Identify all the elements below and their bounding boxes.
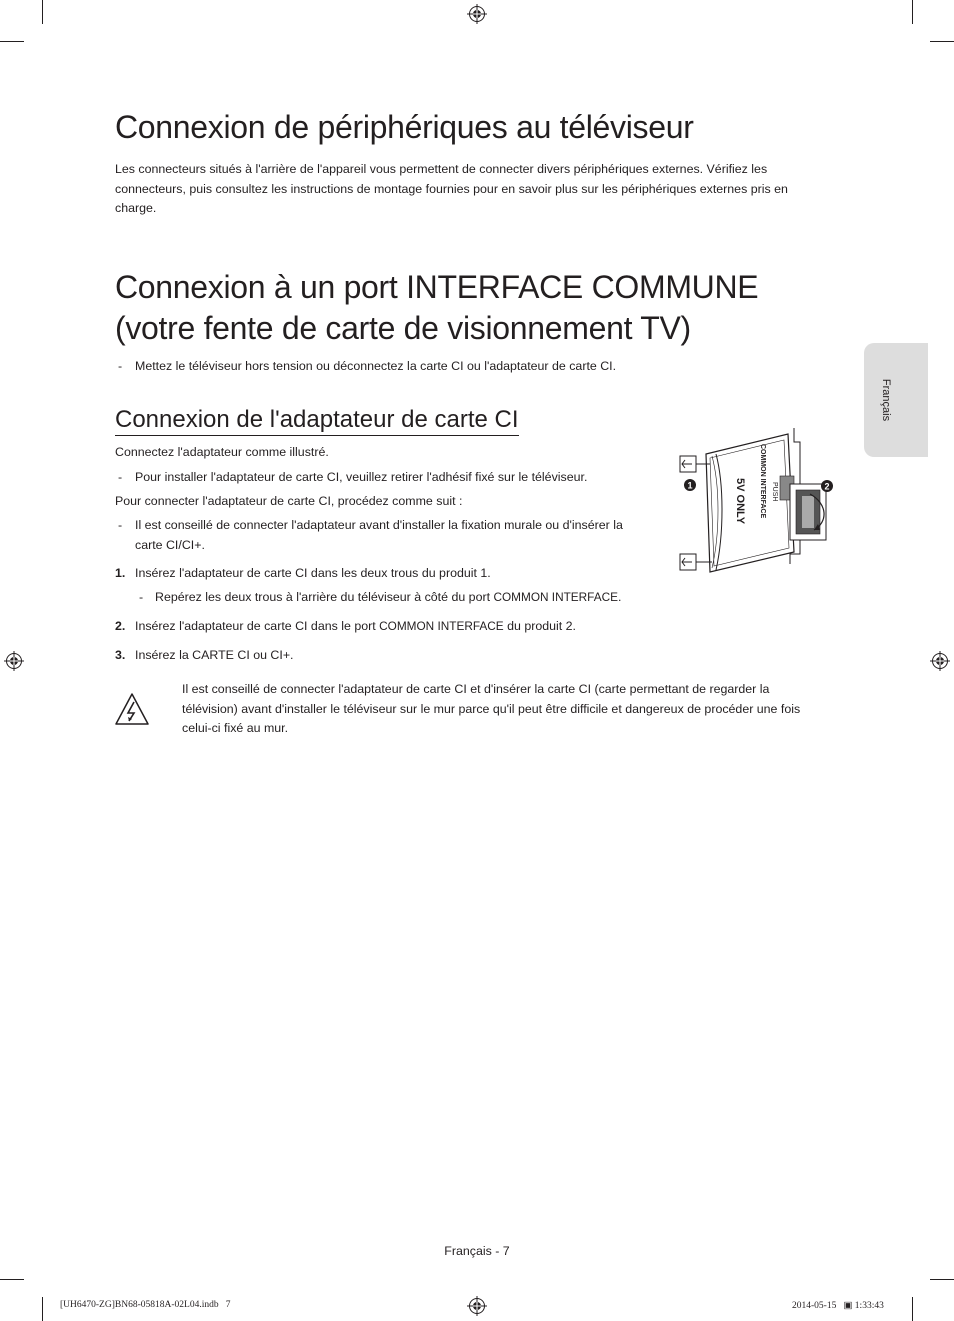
step-1 bbox=[0, 564, 700, 584]
section-title bbox=[115, 267, 758, 349]
label-5v-only: 5V ONLY bbox=[734, 478, 746, 525]
crop-mark bbox=[930, 41, 954, 42]
step-number: 3. bbox=[115, 648, 126, 662]
intro-line: connecteurs, puis consultez les instructions de montage fournies pour en savoir plus sur les périphériques externes pris en bbox=[115, 181, 788, 196]
step-1-sub bbox=[0, 588, 700, 608]
step-text: Insérez la CARTE CI ou CI+. bbox=[135, 648, 294, 662]
page-footer bbox=[0, 1244, 954, 1258]
print-info-right: 2014-05-15 ▣ 1:33:43 bbox=[792, 1301, 884, 1311]
section-title-line: (votre fente de carte de visionnement TV) bbox=[115, 310, 691, 346]
keyword-common-interface: COMMON INTERFACE bbox=[379, 619, 504, 633]
dash-bullet: - bbox=[118, 518, 123, 532]
step-number: 1. bbox=[115, 566, 126, 580]
dash-bullet: - bbox=[118, 359, 123, 373]
caution-triangle-icon bbox=[114, 692, 150, 726]
registration-mark-icon bbox=[930, 651, 950, 671]
marker-2-label: 2 bbox=[824, 481, 830, 492]
step-1-sub-pre: Repérez les deux trous à l'arrière du téléviseur à côté du port bbox=[155, 590, 494, 604]
step-number: 2. bbox=[115, 619, 126, 633]
subsection-title-text: Connexion de l'adaptateur de carte CI bbox=[115, 406, 519, 433]
print-info-left: [UH6470-ZG]BN68-05818A-02L04.indb 7 bbox=[60, 1300, 231, 1310]
dash-bullet: - bbox=[139, 590, 144, 604]
crop-mark bbox=[930, 1279, 954, 1280]
label-push: PUSH bbox=[771, 482, 778, 502]
dash-bullet: - bbox=[118, 470, 123, 484]
crop-mark bbox=[0, 41, 24, 42]
recommend-note bbox=[0, 516, 700, 556]
section-title-line: Connexion à un port INTERFACE COMMUNE bbox=[115, 269, 759, 305]
marker-1-label: 1 bbox=[687, 480, 693, 491]
intro-line: Les connecteurs situés à l'arrière de l'appareil vous permettent de connecter divers périphériques externes. Vérifiez les bbox=[115, 162, 768, 176]
label-common-interface: COMMON INTERFACE bbox=[759, 444, 766, 519]
intro-paragraph bbox=[115, 160, 835, 219]
ci-adapter-illustration bbox=[672, 424, 842, 576]
step-1-sub-post: . bbox=[618, 590, 622, 604]
step-text bbox=[135, 617, 576, 637]
caution-line: celui-ci fixé au mur. bbox=[182, 721, 289, 735]
page-title: Connexion de périphériques au téléviseur bbox=[115, 109, 694, 145]
adhesive-note-text: Pour installer l'adaptateur de carte CI, veuillez retirer l'adhésif fixé sur le téléviseur. bbox=[135, 470, 588, 484]
keyword-common-interface: COMMON INTERFACE bbox=[493, 590, 618, 604]
caution-line: Il est conseillé de connecter l'adaptateur de carte CI et d'insérer la carte CI (carte permettant de regarder la bbox=[182, 682, 770, 696]
subsection-title bbox=[115, 408, 519, 436]
crop-mark bbox=[0, 1279, 24, 1280]
step-2-post: du produit 2. bbox=[503, 619, 576, 633]
language-side-tab bbox=[864, 343, 928, 457]
crop-mark bbox=[42, 1297, 43, 1321]
step-2-pre: Insérez l'adaptateur de carte CI dans le port bbox=[135, 619, 380, 633]
crop-mark bbox=[42, 0, 43, 24]
section-note-text: Mettez le téléviseur hors tension ou déconnectez la carte CI ou l'adaptateur de carte CI. bbox=[135, 359, 617, 373]
adhesive-note bbox=[0, 468, 700, 488]
language-side-label: Français bbox=[880, 378, 892, 422]
step-text: Insérez l'adaptateur de carte CI dans les deux trous du produit 1. bbox=[135, 566, 491, 580]
step-1-sub-text bbox=[155, 588, 621, 608]
recommend-line: carte CI/CI+. bbox=[135, 537, 205, 552]
registration-mark-icon bbox=[467, 1296, 487, 1316]
crop-mark bbox=[912, 0, 913, 24]
caution-line: télévision) avant d'installer le téléviseur sur le mur parce qu'il peut être difficile et dangereux de procéder une fois bbox=[182, 701, 801, 716]
subsection-underline bbox=[115, 435, 519, 436]
crop-mark bbox=[912, 1297, 913, 1321]
recommend-line: Il est conseillé de connecter l'adaptateur avant d'installer la fixation murale ou d'insérer la bbox=[135, 518, 623, 532]
caution-text bbox=[182, 680, 800, 739]
step-3 bbox=[0, 646, 700, 666]
registration-mark-icon bbox=[467, 4, 487, 24]
procedure-line: Pour connecter l'adaptateur de carte CI, procédez comme suit : bbox=[115, 494, 463, 508]
connect-line: Connectez l'adaptateur comme illustré. bbox=[115, 445, 329, 459]
step-2 bbox=[0, 617, 700, 637]
page-number: Français - 7 bbox=[444, 1244, 510, 1258]
intro-line: charge. bbox=[115, 201, 157, 215]
